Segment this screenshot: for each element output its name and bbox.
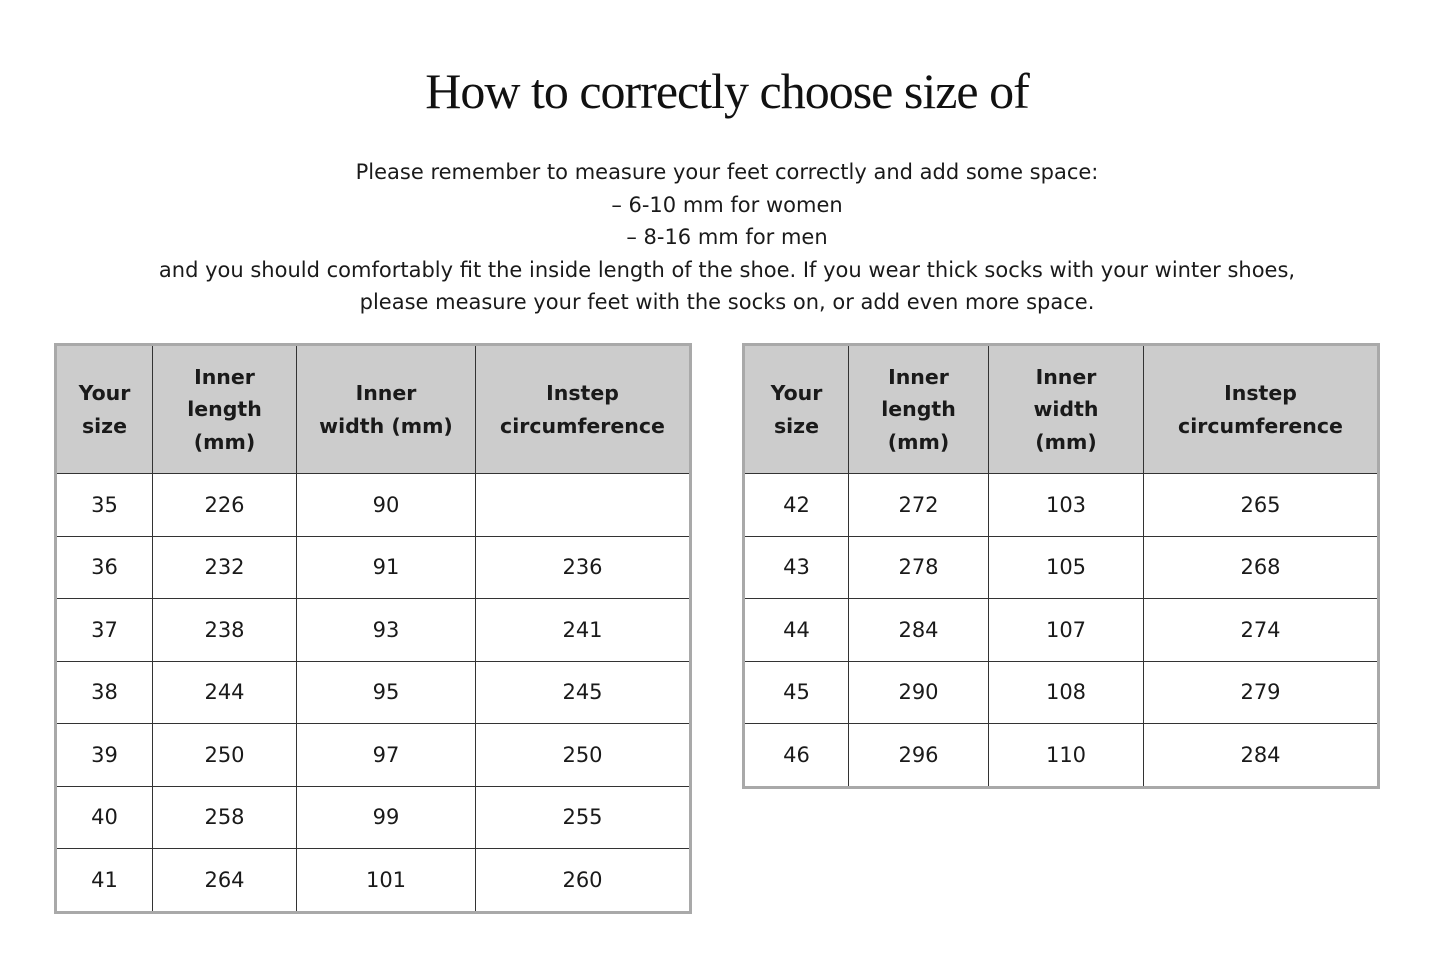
table-header-row xyxy=(56,345,691,474)
cell-inner-width: 93 xyxy=(297,599,476,662)
page-title: How to correctly choose size of xyxy=(425,63,1029,119)
cell-inner-length: 226 xyxy=(153,474,297,537)
cell-instep: 255 xyxy=(476,786,691,849)
cell-size: 45 xyxy=(744,661,849,724)
cell-size: 43 xyxy=(744,536,849,599)
cell-instep xyxy=(476,474,691,537)
cell-inner-width: 108 xyxy=(989,661,1144,724)
header-inner-length: Inner length (mm) xyxy=(849,345,989,474)
table-row xyxy=(744,599,1379,662)
cell-inner-length: 264 xyxy=(153,849,297,913)
cell-instep: 265 xyxy=(1144,474,1379,537)
cell-inner-width: 110 xyxy=(989,724,1144,788)
cell-instep: 245 xyxy=(476,661,691,724)
cell-size: 39 xyxy=(56,724,153,787)
intro-line: – 8-16 mm for men xyxy=(626,225,828,250)
cell-instep: 236 xyxy=(476,536,691,599)
cell-instep: 268 xyxy=(1144,536,1379,599)
cell-inner-length: 232 xyxy=(153,536,297,599)
cell-size: 36 xyxy=(56,536,153,599)
cell-inner-length: 296 xyxy=(849,724,989,788)
intro-text xyxy=(0,156,1454,319)
cell-inner-length: 238 xyxy=(153,599,297,662)
cell-instep: 241 xyxy=(476,599,691,662)
cell-inner-length: 244 xyxy=(153,661,297,724)
cell-size: 42 xyxy=(744,474,849,537)
cell-inner-width: 91 xyxy=(297,536,476,599)
header-instep-circumference: Instep circumference xyxy=(1144,345,1379,474)
size-table-left xyxy=(54,343,692,914)
table-row xyxy=(56,786,691,849)
cell-instep: 279 xyxy=(1144,661,1379,724)
header-your-size: Your size xyxy=(744,345,849,474)
cell-inner-length: 278 xyxy=(849,536,989,599)
cell-inner-length: 284 xyxy=(849,599,989,662)
table-row xyxy=(56,724,691,787)
size-table-right xyxy=(742,343,1380,789)
header-your-size: Your size xyxy=(56,345,153,474)
cell-inner-width: 107 xyxy=(989,599,1144,662)
cell-size: 38 xyxy=(56,661,153,724)
table-row xyxy=(56,536,691,599)
cell-inner-width: 97 xyxy=(297,724,476,787)
header-instep-circumference: Instep circumference xyxy=(476,345,691,474)
table-row xyxy=(744,536,1379,599)
table-row xyxy=(744,474,1379,537)
table-header-row xyxy=(744,345,1379,474)
cell-inner-width: 95 xyxy=(297,661,476,724)
cell-size: 40 xyxy=(56,786,153,849)
cell-inner-length: 258 xyxy=(153,786,297,849)
cell-size: 41 xyxy=(56,849,153,913)
cell-inner-width: 99 xyxy=(297,786,476,849)
table-row xyxy=(56,474,691,537)
header-inner-length: Inner length (mm) xyxy=(153,345,297,474)
cell-inner-width: 101 xyxy=(297,849,476,913)
intro-line: Please remember to measure your feet correctly and add some space: xyxy=(355,160,1099,184)
cell-inner-length: 290 xyxy=(849,661,989,724)
cell-inner-length: 272 xyxy=(849,474,989,537)
cell-size: 37 xyxy=(56,599,153,662)
cell-size: 46 xyxy=(744,724,849,788)
table-row xyxy=(56,661,691,724)
cell-size: 35 xyxy=(56,474,153,537)
table-row xyxy=(744,661,1379,724)
cell-instep: 260 xyxy=(476,849,691,913)
cell-inner-width: 90 xyxy=(297,474,476,537)
cell-instep: 250 xyxy=(476,724,691,787)
intro-line: – 6-10 mm for women xyxy=(611,192,843,217)
cell-instep: 274 xyxy=(1144,599,1379,662)
table-row xyxy=(56,849,691,913)
header-inner-width: Inner width (mm) xyxy=(297,345,476,474)
table-row xyxy=(56,599,691,662)
cell-inner-length: 250 xyxy=(153,724,297,787)
table-row xyxy=(744,724,1379,788)
header-inner-width: Inner width (mm) xyxy=(989,345,1144,474)
cell-inner-width: 105 xyxy=(989,536,1144,599)
cell-instep: 284 xyxy=(1144,724,1379,788)
cell-size: 44 xyxy=(744,599,849,662)
intro-line: please measure your feet with the socks on, or add even more space. xyxy=(359,290,1095,315)
cell-inner-width: 103 xyxy=(989,474,1144,537)
intro-line: and you should comfortably fit the inside length of the shoe. If you wear thick socks with your winter shoes, xyxy=(158,257,1296,282)
